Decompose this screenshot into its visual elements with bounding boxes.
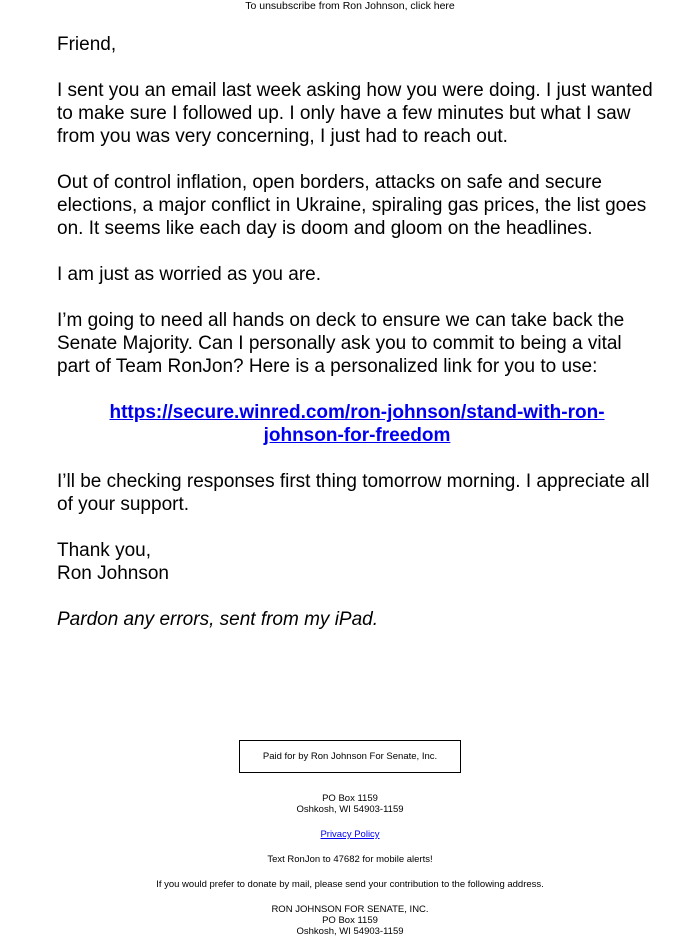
paragraph-ask: I’m going to need all hands on deck to ensure we can take back the Senate Majority. Can I personally ask you to commit to being a vital part of Team RonJon? Here is a personalized link for you to use:	[57, 310, 625, 377]
privacy-policy-link[interactable]: Privacy Policy	[320, 829, 380, 840]
unsubscribe-bar	[0, 0, 700, 13]
paid-for-disclaimer: Paid for by Ron Johnson For Senate, Inc.	[239, 740, 461, 773]
email-body	[57, 33, 657, 631]
email-footer	[0, 740, 700, 937]
footer-org-name: RON JOHNSON FOR SENATE, INC.	[271, 904, 429, 915]
greeting: Friend,	[57, 34, 117, 55]
postscript: Pardon any errors, sent from my iPad.	[57, 609, 379, 630]
footer-city-line: Oshkosh, WI 54903-1159	[296, 804, 404, 815]
footer-privacy	[0, 829, 700, 840]
paragraph-closing: I’ll be checking responses first thing tomorrow morning. I appreciate all of your support.	[57, 471, 650, 515]
footer-po-box: PO Box 1159	[322, 793, 378, 804]
signoff-thanks: Thank you,	[57, 540, 151, 561]
signoff-name: Ron Johnson	[57, 563, 169, 584]
footer-mail-note: If you would prefer to donate by mail, please send your contribution to the following address.	[156, 879, 544, 890]
signoff	[57, 539, 657, 585]
footer-text-alerts: Text RonJon to 47682 for mobile alerts!	[267, 854, 433, 865]
paragraph-followup: I sent you an email last week asking how you were doing. I just wanted to make sure I followed up. I only have a few minutes but what I saw from you was very concerning, I just had to reach out.	[57, 80, 653, 147]
paragraph-worried: I am just as worried as you are.	[57, 264, 321, 285]
footer-mail-city-line: Oshkosh, WI 54903-1159	[296, 926, 404, 937]
unsubscribe-link[interactable]: To unsubscribe from Ron Johnson, click here	[245, 0, 455, 12]
paragraph-issues: Out of control inflation, open borders, attacks on safe and secure elections, a major conflict in Ukraine, spiraling gas prices, the list goes on. It seems like each day is doom and gloom on the headlines.	[57, 172, 647, 239]
footer-mail-po-box: PO Box 1159	[322, 915, 378, 926]
footer-mail-address	[0, 904, 700, 937]
donate-link[interactable]: https://secure.winred.com/ron-johnson/stand-with-ron-johnson-for-freedom	[109, 402, 605, 446]
footer-address	[0, 793, 700, 815]
